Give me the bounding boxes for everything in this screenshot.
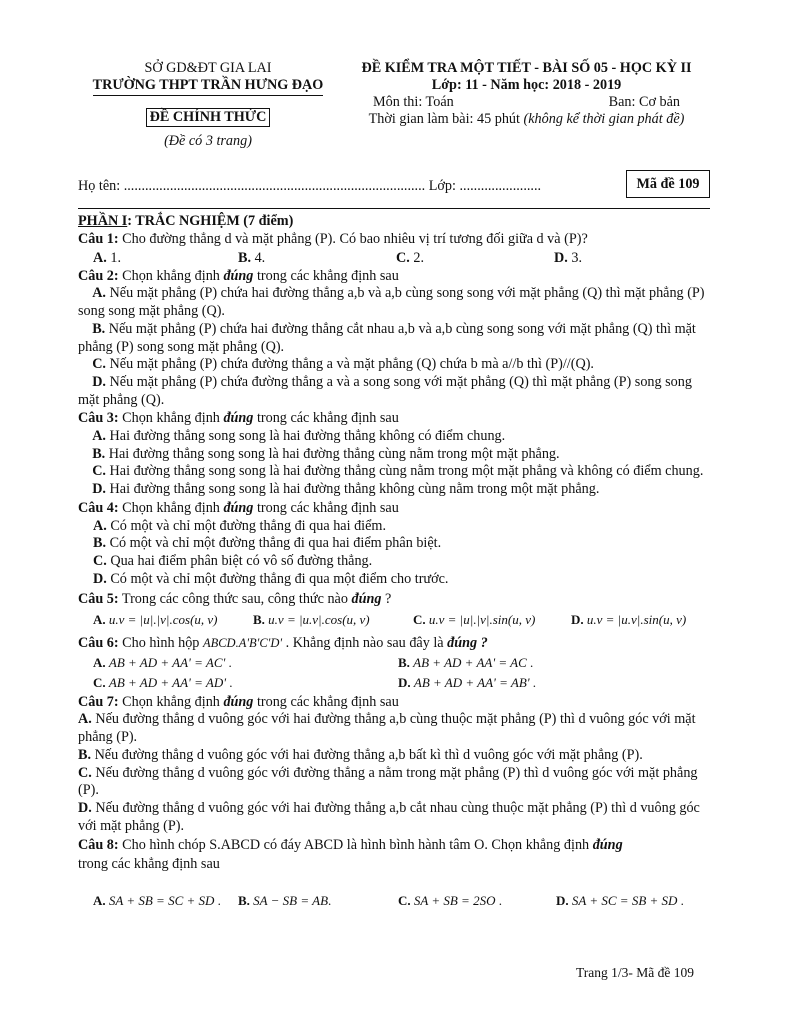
question-4 — [78, 500, 710, 518]
q6-a-formula: AB + AD + AA' = AC' — [108, 654, 226, 670]
q4-option-b[interactable] — [78, 535, 710, 553]
q5-a-label: A. — [93, 612, 106, 628]
q6-b-label: B. — [398, 654, 410, 670]
q8-post: trong các khẳng định sau — [78, 856, 220, 873]
q5-options — [78, 609, 710, 631]
q2-post: trong các khẳng định sau — [253, 267, 399, 284]
q1-d-text: 3. — [571, 249, 582, 266]
q4-b-text: Có một và chỉ một đường thẳng đi qua hai điểm phân biệt. — [109, 535, 442, 552]
q3-number: Câu 3: — [78, 410, 119, 427]
q7-option-c[interactable] — [78, 765, 710, 800]
header-right — [343, 60, 710, 128]
q7-a-text: Nếu đường thẳng d vuông góc với hai đường thẳng a,b cùng thuộc mặt phẳng (P) thì d vuông góc với mặt phẳng (P). — [78, 711, 696, 746]
q2-option-a[interactable] — [78, 285, 710, 320]
q5-c-label: C. — [413, 612, 426, 628]
q8-option-b[interactable]: B. SA − SB = AB. — [238, 890, 398, 912]
q2-c-label: C. — [92, 356, 106, 373]
q4-b-label: B. — [93, 535, 107, 552]
q7-option-a[interactable] — [78, 711, 710, 746]
q8-number: Câu 8: — [78, 837, 119, 854]
part-rest: : TRẮC NGHIỆM (7 điểm) — [127, 213, 294, 229]
q4-d-text: Có một và chỉ một đường thẳng đi qua một điểm cho trước. — [110, 570, 449, 587]
q4-number: Câu 4: — [78, 499, 119, 516]
q7-option-d[interactable] — [78, 800, 710, 835]
q6-option-a[interactable]: A. AB + AD + AA' = AC' . — [93, 654, 232, 670]
question-7 — [78, 694, 710, 712]
q8-options — [78, 890, 710, 912]
q2-d-label: D. — [92, 373, 106, 390]
part-title — [78, 213, 710, 230]
q1-c-label: C. — [396, 249, 410, 266]
q5-post: ? — [381, 591, 392, 608]
exam-page — [78, 60, 710, 912]
q4-a-text: Có một và chỉ một đường thẳng đi qua hai điểm. — [110, 517, 386, 534]
q3-d-text: Hai đường thẳng song song là hai đường thẳng không cùng nằm trong một mặt phẳng. — [109, 481, 600, 498]
q3-option-d[interactable] — [78, 481, 710, 499]
q3-c-label: C. — [92, 463, 106, 480]
question-1 — [78, 231, 710, 249]
q6-option-c[interactable]: C. AB + AD + AA' = AD' . — [93, 674, 233, 690]
q5-b-label: B. — [253, 612, 265, 628]
q1-number: Câu 1: — [78, 231, 119, 247]
q7-c-text: Nếu đường thẳng d vuông góc với đường thẳng a nằm trong mặt phẳng (P) thì d vuông góc với mặt phẳng (P). — [78, 764, 698, 799]
subject: Môn thi: Toán — [373, 94, 454, 110]
name-class-field: Họ tên: ..................................................................................... Lớp: ....................... — [78, 178, 542, 194]
q2-a-text: Nếu mặt phẳng (P) chứa hai đường thẳng a,b và a,b cùng song song với mặt phẳng (Q) thì mặt phẳng (P) song song mặt phẳng (Q). — [78, 285, 705, 320]
q5-d-label: D. — [571, 612, 584, 628]
q6-number: Câu 6: — [78, 635, 119, 652]
question-8 — [78, 836, 710, 874]
q3-option-c[interactable] — [78, 463, 710, 481]
q2-number: Câu 2: — [78, 267, 119, 284]
q8-d-formula: SA + SC = SB + SD — [571, 893, 678, 909]
q1-option-a[interactable] — [93, 249, 238, 267]
q1-b-text: 4. — [254, 249, 266, 266]
q6-pre: Cho hình hộp — [122, 635, 203, 652]
q2-d-text: Nếu mặt phẳng (P) chứa đường thẳng a và a song song với mặt phẳng (Q) thì mặt phẳng (P) song song mặt phẳng (Q). — [78, 373, 692, 408]
header-left — [78, 60, 338, 150]
q1-a-text: 1. — [110, 249, 121, 266]
q8-a-formula: SA + SB = SC + SD — [108, 893, 215, 909]
q8-b-label: B. — [238, 893, 250, 909]
q4-c-text: Qua hai điểm phân biệt có vô số đường thẳng. — [110, 552, 373, 569]
question-3 — [78, 410, 710, 428]
q7-keyword: đúng — [223, 693, 254, 710]
question-2 — [78, 268, 710, 286]
exam-title: ĐỀ KIỂM TRA MỘT TIẾT - BÀI SỐ 05 - HỌC KỲ II — [361, 60, 692, 76]
pages-note: (Đề có 3 trang) — [164, 133, 252, 149]
dept-name: SỞ GD&ĐT GIA LAI — [144, 60, 272, 76]
time-label: Thời gian làm bài: 45 phút — [368, 111, 520, 127]
q1-text: Cho đường thẳng d và mặt phẳng (P). Có bao nhiêu vị trí tương đối giữa d và (P)? — [122, 231, 588, 247]
question-6 — [78, 635, 710, 653]
q4-option-c[interactable] — [78, 553, 710, 571]
q4-d-label: D. — [93, 570, 107, 587]
q5-a-formula: u.v = |u|.|v|.cos(u, v) — [108, 612, 218, 628]
q6-mid: . Khẳng định nào sau đây là — [282, 635, 448, 652]
q1-option-d[interactable] — [554, 249, 582, 267]
q2-c-text: Nếu mặt phẳng (P) chứa đường thẳng a và mặt phẳng (Q) chứa b mà a//b thì (P)//(Q). — [109, 356, 594, 373]
q1-a-label: A. — [93, 249, 107, 266]
q3-d-label: D. — [92, 481, 106, 498]
q8-option-a[interactable]: A. SA + SB = SC + SD . — [93, 890, 238, 912]
q2-option-c[interactable] — [78, 356, 710, 374]
q6-c-label: C. — [93, 674, 106, 690]
page-footer: Trang 1/3- Mã đề 109 — [576, 965, 694, 980]
q7-option-b[interactable] — [78, 747, 710, 765]
q3-b-text: Hai đường thẳng song song là hai đường thẳng cùng nằm trong một mặt phẳng. — [108, 445, 560, 462]
q7-d-text: Nếu đường thẳng d vuông góc với hai đường thẳng a,b cắt nhau cùng thuộc mặt phẳng (P) thì d vuông góc với mặt phẳng (P). — [78, 799, 700, 834]
q6-keyword: đúng ? — [447, 635, 488, 652]
q1-option-b[interactable] — [238, 249, 396, 267]
q6-a-label: A. — [93, 654, 106, 670]
q8-c-label: C. — [398, 893, 411, 909]
q7-d-label: D. — [78, 799, 92, 816]
q7-c-label: C. — [78, 764, 92, 781]
q3-a-text: Hai đường thẳng song song là hai đường thẳng không có điểm chung. — [109, 428, 506, 445]
q7-b-label: B. — [78, 746, 92, 763]
q3-post: trong các khẳng định sau — [253, 410, 399, 427]
q7-number: Câu 7: — [78, 693, 119, 710]
q3-pre: Chọn khẳng định — [122, 410, 224, 427]
q2-b-label: B. — [92, 320, 106, 337]
q2-keyword: đúng — [223, 267, 254, 284]
grade-year: Lớp: 11 - Năm học: 2018 - 2019 — [431, 77, 622, 93]
q6-option-d[interactable]: D. AB + AD + AA' = AB' . — [398, 674, 537, 690]
time-note: (không kể thời gian phát đề) — [523, 111, 685, 127]
q5-keyword: đúng — [351, 591, 382, 608]
school-name: TRƯỜNG THPT TRẦN HƯNG ĐẠO — [93, 77, 324, 96]
official-badge: ĐỀ CHÍNH THỨC — [146, 108, 271, 127]
track: Ban: Cơ bản — [608, 94, 680, 110]
q8-keyword: đúng — [592, 837, 623, 854]
q8-a-label: A. — [93, 893, 106, 909]
q5-option-d[interactable] — [571, 609, 686, 631]
q2-b-text: Nếu mặt phẳng (P) chứa hai đường thẳng cắt nhau a,b và a,b cùng song song với mặt phẳng (Q) thì mặt phẳng (P) song song mặt phẳng (Q). — [78, 320, 696, 355]
q5-c-formula: u.v = |u|.|v|.sin(u, v) — [428, 612, 536, 628]
q7-b-text: Nếu đường thẳng d vuông góc với hai đường thẳng a,b bất kì thì d vuông góc với mặt phẳng (P). — [94, 746, 643, 763]
q1-option-c[interactable] — [396, 249, 554, 267]
exam-header — [78, 60, 710, 160]
q7-post: trong các khẳng định sau — [253, 693, 399, 710]
q5-option-b[interactable] — [253, 609, 413, 631]
q1-b-label: B. — [238, 249, 252, 266]
q4-option-a[interactable] — [78, 518, 710, 536]
q3-keyword: đúng — [223, 410, 254, 427]
q7-a-label: A. — [78, 711, 92, 728]
q5-option-a[interactable] — [93, 609, 253, 631]
student-info-row — [78, 168, 710, 202]
exam-code-box: Mã đề 109 — [626, 170, 710, 198]
q6-b-formula: AB + AD + AA' = AC — [413, 654, 527, 670]
q3-c-text: Hai đường thẳng song song là hai đường thẳng cùng nằm trong một mặt phẳng và không có điểm chung. — [109, 463, 704, 480]
question-5 — [78, 591, 710, 609]
q5-option-c[interactable] — [413, 609, 571, 631]
q2-a-label: A. — [92, 285, 106, 302]
q4-option-d[interactable] — [78, 571, 710, 589]
q1-d-label: D. — [554, 249, 568, 266]
q6-c-formula: AB + AD + AA' = AD' — [108, 674, 226, 690]
q6-d-formula: AB + AD + AA' = AB' — [413, 674, 530, 690]
q8-d-label: D. — [556, 893, 569, 909]
q6-d-label: D. — [398, 674, 411, 690]
q5-pre: Trong các công thức sau, công thức nào — [121, 591, 352, 608]
q8-c-formula: SA + SB = 2SO — [413, 893, 496, 909]
q1-c-text: 2. — [413, 249, 424, 266]
q4-keyword: đúng — [223, 499, 254, 516]
q4-post: trong các khẳng định sau — [253, 499, 399, 516]
q7-pre: Chọn khẳng định — [122, 693, 224, 710]
q5-number: Câu 5: — [78, 591, 119, 608]
q8-option-c[interactable]: C. SA + SB = 2SO . — [398, 890, 556, 912]
q6-option-b[interactable]: B. AB + AD + AA' = AC . — [398, 654, 534, 670]
q6-shape: ABCD.A'B'C'D' — [202, 636, 283, 651]
q2-option-b[interactable] — [78, 321, 710, 356]
q4-c-label: C. — [93, 552, 107, 569]
q3-b-label: B. — [92, 445, 106, 462]
q2-pre: Chọn khẳng định — [122, 267, 224, 284]
q6-options-row2 — [78, 673, 710, 693]
q4-pre: Chọn khẳng định — [122, 499, 224, 516]
header-rule — [78, 208, 710, 209]
q8-b-formula: SA − SB = AB — [253, 893, 329, 909]
q2-option-d[interactable] — [78, 374, 710, 409]
q8-pre: Cho hình chóp S.ABCD có đáy ABCD là hình bình hành tâm O. Chọn khẳng định — [122, 837, 593, 854]
q3-option-a[interactable] — [78, 428, 710, 446]
part-prefix: PHẦN I — [78, 213, 128, 229]
q5-d-formula: u.v = |u.v|.sin(u, v) — [586, 612, 687, 628]
q6-options-row1 — [78, 653, 710, 673]
q1-options — [78, 249, 710, 267]
q3-option-b[interactable] — [78, 446, 710, 464]
time-info — [343, 111, 710, 128]
q3-a-label: A. — [92, 428, 106, 445]
q5-b-formula: u.v = |u.v|.cos(u, v) — [268, 612, 370, 628]
q8-option-d[interactable]: D. SA + SC = SB + SD . — [556, 890, 684, 912]
q4-a-label: A. — [93, 517, 107, 534]
